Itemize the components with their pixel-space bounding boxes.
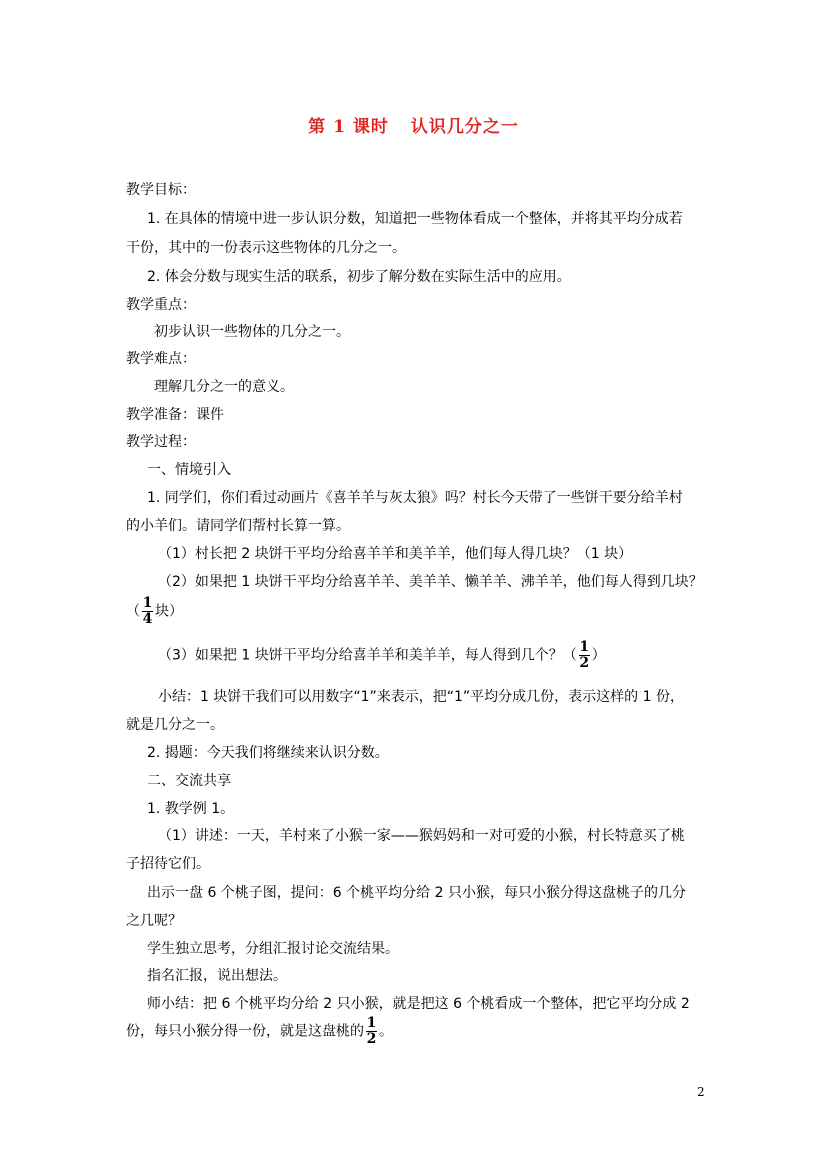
paren-close: ） <box>591 647 606 664</box>
paragraph-line: 指名汇报，说出想法。 <box>147 968 287 984</box>
fraction-numerator: 1 <box>366 1015 377 1031</box>
paragraph-line: （2）如果把 1 块饼干平均分给喜羊羊、美羊羊、懒羊羊、沸羊羊，他们每人得到几块？ <box>158 574 703 590</box>
heading-objectives: 教学目标： <box>126 182 196 198</box>
paragraph-line: 就是几分之一。 <box>126 717 224 733</box>
lesson-topic: 认识几分之一 <box>410 117 519 137</box>
section-heading: 一、情境引入 <box>147 462 231 478</box>
fraction-one-half <box>366 1016 377 1047</box>
fraction-denominator: 2 <box>579 655 590 671</box>
fraction-one-half <box>579 640 590 671</box>
lesson-title <box>0 112 827 137</box>
paragraph-line: 学生独立思考，分组汇报讨论交流结果。 <box>147 941 399 957</box>
paragraph-line: 的小羊们。请同学们帮村长算一算。 <box>126 518 350 534</box>
lesson-number: 第 1 课时 <box>308 117 389 137</box>
page-number: 2 <box>697 1085 705 1099</box>
paragraph-line: （1）讲述：一天，羊村来了小猴一家——猴妈妈和一对可爱的小猴，村长特意买了桃 <box>158 828 685 844</box>
heading-difficulties: 教学难点： <box>126 351 196 367</box>
fraction-numerator: 1 <box>579 639 590 655</box>
paragraph-line: 1. 教学例 1。 <box>147 801 235 817</box>
fraction-line <box>126 596 183 627</box>
fraction-unit: 块） <box>155 603 183 620</box>
paragraph-line: 干份，其中的一份表示这些物体的几分之一。 <box>126 240 406 256</box>
paragraph-line: 1. 同学们，你们看过动画片《喜羊羊与灰太狼》吗？村长今天带了一些饼干要分给羊村 <box>147 490 683 506</box>
paragraph-line: 理解几分之一的意义。 <box>154 379 294 395</box>
paragraph-line: 2. 揭题：今天我们将继续来认识分数。 <box>147 745 389 761</box>
fraction-one-quarter <box>142 596 153 627</box>
fraction-numerator: 1 <box>142 595 153 611</box>
section-heading: 二、交流共享 <box>147 773 231 789</box>
paragraph-line: 小结：1 块饼干我们可以用数字“1”来表示，把“1”平均分成几份，表示这样的 1 份， <box>158 689 684 705</box>
heading-key-points: 教学重点： <box>126 297 196 313</box>
fraction-denominator: 4 <box>142 611 153 627</box>
heading-process: 教学过程： <box>126 434 196 450</box>
paren-open: （ <box>126 603 140 620</box>
paragraph-line: 出示一盘 6 个桃子图，提问：6 个桃平均分给 2 只小猴，每只小猴分得这盘桃子的几分 <box>147 885 686 901</box>
fraction-denominator: 2 <box>366 1031 377 1047</box>
paragraph-text: （3）如果把 1 块饼干平均分给喜羊羊和美羊羊，每人得到几个？（ <box>158 647 577 664</box>
heading-preparation: 教学准备：课件 <box>126 407 224 423</box>
fraction-line <box>158 640 606 671</box>
sentence-end: 。 <box>379 1023 393 1040</box>
paragraph-line: （1）村长把 2 块饼干平均分给喜羊羊和美羊羊，他们每人得几块？（1 块） <box>158 546 633 562</box>
paragraph-line: 1. 在具体的情境中进一步认识分数，知道把一些物体看成一个整体，并将其平均分成若 <box>147 211 683 227</box>
paragraph-line: 之几呢？ <box>126 913 182 929</box>
paragraph-line: 初步认识一些物体的几分之一。 <box>154 324 350 340</box>
paragraph-line: 2. 体会分数与现实生活的联系，初步了解分数在实际生活中的应用。 <box>147 269 571 285</box>
paragraph-line: 师小结：把 6 个桃平均分给 2 只小猴，就是把这 6 个桃看成一个整体，把它平均分成 2 <box>147 996 690 1012</box>
fraction-line <box>126 1016 393 1047</box>
paragraph-line: 子招待它们。 <box>126 856 210 872</box>
paragraph-text: 份，每只小猴分得一份，就是这盘桃的 <box>126 1023 364 1040</box>
